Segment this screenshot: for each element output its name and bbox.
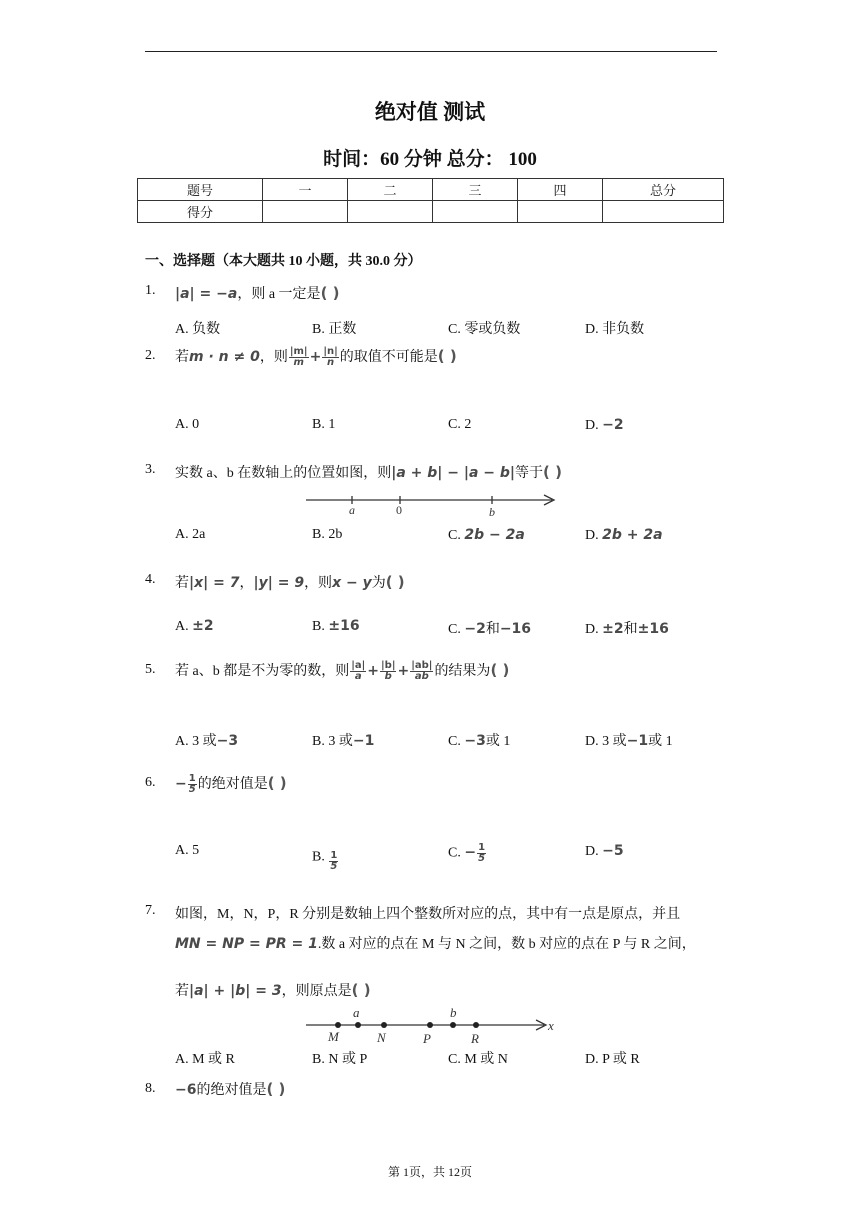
option-a: A. M 或 R xyxy=(175,1052,235,1067)
fraction-denominator: ab xyxy=(414,671,429,683)
question-text: 等于 xyxy=(515,466,544,481)
point-p xyxy=(427,1022,433,1028)
math-expression: −2 xyxy=(602,417,624,433)
option-label: D. xyxy=(585,418,599,433)
math-expression: −1 xyxy=(352,733,375,749)
question-text: 的绝对值是 xyxy=(197,777,268,792)
math-expression: −16 xyxy=(499,621,532,637)
question-line-3 xyxy=(175,980,371,1000)
fraction-numerator: |a| xyxy=(351,660,366,672)
math-expression: |a + b| − |a − b| xyxy=(391,465,516,481)
fraction-numerator: 1 xyxy=(330,850,338,861)
question-number: 4. xyxy=(145,572,156,587)
fraction xyxy=(329,851,338,872)
math-expression: m · n ≠ 0 xyxy=(189,349,260,365)
option-label: B. xyxy=(312,849,325,865)
question-stem xyxy=(175,346,457,368)
axis-label-a: a xyxy=(349,503,355,517)
option-c xyxy=(448,843,487,864)
header-rule xyxy=(145,51,717,52)
option-label: C. xyxy=(448,528,461,543)
option-label: D. xyxy=(585,844,599,859)
question-number: 2. xyxy=(145,348,156,363)
option-label: D. xyxy=(585,622,599,637)
question-text: 实数 a、b 在数轴上的位置如图，则 xyxy=(175,466,392,481)
fraction-numerator: 1 xyxy=(188,773,196,785)
math-expression: −2 xyxy=(464,621,486,637)
option-text: A. 3 或 xyxy=(175,734,217,749)
fraction xyxy=(289,347,309,368)
fraction-numerator: |ab| xyxy=(411,660,433,672)
fraction xyxy=(380,661,396,682)
fraction-denominator: 5 xyxy=(478,853,486,864)
fraction-denominator: 5 xyxy=(188,784,196,796)
option-label: B. xyxy=(312,619,325,634)
axis-label-m: M xyxy=(328,1029,339,1044)
table-cell: 总分 xyxy=(603,179,724,201)
question-number: 1. xyxy=(145,283,156,298)
score-cell xyxy=(433,201,518,223)
math-expression: −3 xyxy=(216,733,239,749)
math-expression: 2b + 2a xyxy=(602,527,663,543)
question-text: 的结果为 xyxy=(434,664,491,679)
fraction-denominator: 5 xyxy=(330,861,338,872)
plus-sign: + xyxy=(367,663,380,679)
option-c: C. M 或 N xyxy=(448,1052,508,1067)
option-text: 或 1 xyxy=(648,734,673,749)
table-row xyxy=(138,201,724,223)
point-a xyxy=(355,1022,361,1028)
axis-label-n: N xyxy=(377,1030,386,1045)
question-text: ，则 a 一定是 xyxy=(237,287,321,302)
table-cell: 二 xyxy=(348,179,433,201)
table-cell: 得分 xyxy=(138,201,263,223)
score-cell xyxy=(263,201,348,223)
math-expression: MN = NP = PR = 1 xyxy=(175,936,318,952)
question-stem xyxy=(175,462,562,482)
math-expression: 2b − 2a xyxy=(464,527,525,543)
answer-parenthesis: ( ) xyxy=(543,463,562,481)
answer-parenthesis: ( ) xyxy=(437,347,457,365)
math-expression: ±2 xyxy=(192,618,214,634)
fraction-numerator: |n| xyxy=(323,346,338,358)
answer-parenthesis: ( ) xyxy=(320,284,340,302)
option-a xyxy=(175,730,238,750)
option-b: B. 正数 xyxy=(312,322,357,337)
math-expression: ±2 xyxy=(602,621,624,637)
option-b xyxy=(312,843,339,872)
option-text: 或 1 xyxy=(485,734,511,749)
fraction-numerator: |b| xyxy=(381,660,396,672)
question-stem xyxy=(175,283,340,303)
option-text: B. 3 或 xyxy=(312,734,353,749)
answer-parenthesis: ( ) xyxy=(490,661,510,679)
option-a xyxy=(175,618,214,635)
number-line-figure xyxy=(300,1004,562,1046)
option-b xyxy=(312,618,360,635)
question-text: ，则 xyxy=(304,576,333,591)
axis-label-b: b xyxy=(489,505,495,519)
fraction-numerator: |m| xyxy=(289,346,308,358)
option-label: C. xyxy=(448,734,461,749)
math-expression: −6 xyxy=(175,1082,197,1098)
math-expression: |y| = 9 xyxy=(253,575,305,591)
question-line-2 xyxy=(175,933,696,953)
fraction-denominator: m xyxy=(293,357,304,369)
answer-parenthesis: ( ) xyxy=(266,1080,286,1098)
math-expression: −3 xyxy=(464,733,486,749)
axis-label-zero: 0 xyxy=(396,503,402,517)
fraction xyxy=(477,843,486,864)
page-footer: 第 1页，共 12页 xyxy=(387,1165,472,1179)
option-b: B. 1 xyxy=(312,417,336,432)
option-c: C. 2 xyxy=(448,417,472,432)
math-expression: −1 xyxy=(626,733,649,749)
option-c xyxy=(448,730,510,750)
question-text: ， xyxy=(239,576,254,591)
fraction xyxy=(410,661,433,682)
fraction-denominator: b xyxy=(384,671,392,683)
score-cell xyxy=(518,201,603,223)
question-text: .数 a 对应的点在 M 与 N 之间，数 b 对应的点在 P 与 R 之间， xyxy=(317,937,696,952)
fraction xyxy=(322,347,338,368)
question-text: 的取值不可能是 xyxy=(339,350,438,365)
question-text: 若 xyxy=(175,350,189,365)
math-expression: ±16 xyxy=(637,621,669,637)
option-label: D. xyxy=(585,528,599,543)
question-number: 5. xyxy=(145,662,156,677)
number-line-figure xyxy=(300,488,562,522)
math-expression: −5 xyxy=(602,843,624,859)
question-stem xyxy=(175,773,287,795)
section-heading: 一、选择题（本大题共 10 小题，共 30.0 分） xyxy=(145,254,422,269)
option-d xyxy=(585,417,624,434)
option-text: D. 3 或 xyxy=(585,734,627,749)
option-d xyxy=(585,618,669,638)
fraction-numerator: 1 xyxy=(478,842,486,853)
point-m xyxy=(335,1022,341,1028)
plus-sign: + xyxy=(309,349,322,365)
option-a: A. 5 xyxy=(175,843,200,858)
math-expression: x − y xyxy=(332,575,372,591)
question-stem xyxy=(175,1079,285,1099)
option-label: C. xyxy=(448,845,461,861)
option-b xyxy=(312,730,374,750)
table-cell: 三 xyxy=(433,179,518,201)
axis-label-r: R xyxy=(471,1031,479,1046)
answer-parenthesis: ( ) xyxy=(351,981,371,999)
question-text: 为 xyxy=(371,576,386,591)
question-number: 6. xyxy=(145,775,156,790)
plus-sign: + xyxy=(397,663,410,679)
table-cell: 四 xyxy=(518,179,603,201)
math-expression: ±16 xyxy=(328,618,360,634)
minus-sign: − xyxy=(175,776,187,792)
answer-parenthesis: ( ) xyxy=(385,573,405,591)
point-n xyxy=(381,1022,387,1028)
question-text: 若 a、b 都是不为零的数，则 xyxy=(175,664,350,679)
question-stem xyxy=(175,572,405,592)
option-a: A. 2a xyxy=(175,527,206,542)
question-stem xyxy=(175,660,509,682)
option-d: D. 非负数 xyxy=(585,322,645,337)
axis-label-a: a xyxy=(353,1005,360,1020)
question-text: 若 xyxy=(175,984,189,999)
option-text: 和 xyxy=(485,622,500,637)
answer-parenthesis: ( ) xyxy=(267,774,287,792)
question-text: 的绝对值是 xyxy=(196,1083,267,1098)
page-title: 绝对值 测试 xyxy=(374,100,486,124)
point-b xyxy=(450,1022,456,1028)
fraction-denominator: n xyxy=(326,357,335,369)
question-text: 若 xyxy=(175,576,189,591)
score-cell xyxy=(603,201,724,223)
option-label: A. xyxy=(175,619,189,634)
option-d: D. P 或 R xyxy=(585,1052,640,1067)
fraction xyxy=(350,661,366,682)
question-number: 7. xyxy=(145,903,156,918)
fraction-denominator: a xyxy=(354,671,362,683)
exam-info: 时间：60 分钟 总分： 100 xyxy=(323,149,537,170)
option-d xyxy=(585,843,624,860)
option-c: C. 零或负数 xyxy=(448,322,521,337)
question-number: 8. xyxy=(145,1081,156,1096)
point-r xyxy=(473,1022,479,1028)
axis-label-b: b xyxy=(450,1005,457,1020)
table-cell: 题号 xyxy=(138,179,263,201)
option-c xyxy=(448,527,525,544)
math-expression: |a| = −a xyxy=(175,286,238,302)
option-d xyxy=(585,730,673,750)
option-b: B. 2b xyxy=(312,527,343,542)
table-cell: 一 xyxy=(263,179,348,201)
score-table xyxy=(137,178,724,223)
math-expression: |a| + |b| = 3 xyxy=(189,983,282,999)
score-cell xyxy=(348,201,433,223)
axis-label-x: x xyxy=(548,1018,554,1033)
option-b: B. N 或 P xyxy=(312,1052,368,1067)
question-text: ，则 xyxy=(259,350,288,365)
question-number: 3. xyxy=(145,462,156,477)
math-expression: |x| = 7 xyxy=(189,575,240,591)
option-text: 和 xyxy=(623,622,638,637)
option-label: C. xyxy=(448,622,461,637)
minus-sign: − xyxy=(464,844,477,861)
option-d xyxy=(585,527,663,544)
fraction xyxy=(188,774,197,795)
question-text: ，则原点是 xyxy=(281,984,352,999)
option-a: A. 0 xyxy=(175,417,200,432)
option-a: A. 负数 xyxy=(175,322,221,337)
axis-label-p: P xyxy=(423,1031,431,1046)
table-row xyxy=(138,179,724,201)
option-c xyxy=(448,618,531,638)
question-line-1: 如图，M，N，P，R 分别是数轴上四个整数所对应的点，其中有一点是原点，并且 xyxy=(175,907,681,922)
